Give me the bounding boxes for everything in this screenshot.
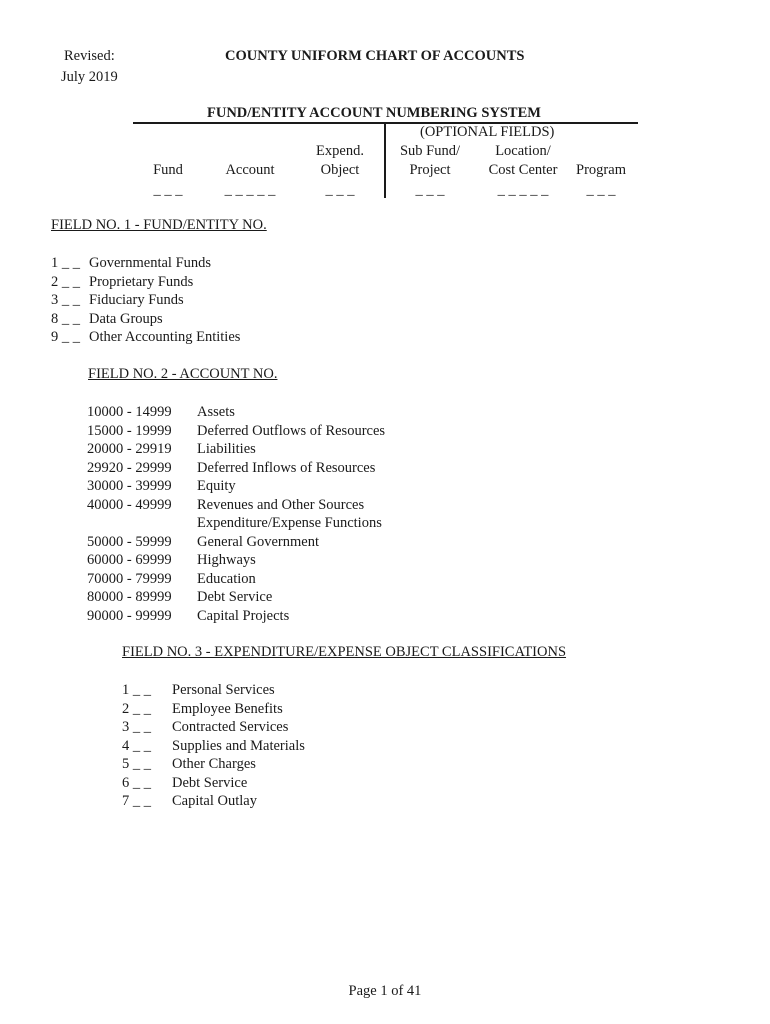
column-subfund-blank: _ _ _ bbox=[415, 182, 445, 198]
list-item bbox=[122, 755, 256, 774]
item-label: Assets bbox=[197, 404, 235, 420]
item-label: Governmental Funds bbox=[89, 255, 212, 271]
list-item bbox=[51, 291, 184, 310]
item-label: Debt Service bbox=[197, 589, 273, 605]
list-item bbox=[87, 551, 256, 570]
optional-divider bbox=[384, 123, 386, 198]
item-label: Capital Outlay bbox=[172, 793, 257, 809]
item-range: 10000 - 14999 bbox=[87, 404, 172, 420]
list-item bbox=[122, 774, 247, 793]
item-label: Employee Benefits bbox=[172, 700, 283, 717]
item-code: 7 _ _ bbox=[122, 793, 151, 809]
item-label: Equity bbox=[197, 478, 236, 494]
column-expend-label-2: Object bbox=[320, 162, 360, 178]
item-code: 3 _ _ bbox=[122, 719, 151, 735]
item-label: Revenues and Other Sources bbox=[197, 496, 365, 513]
column-subfund-label-2: Project bbox=[409, 162, 451, 178]
item-label: Expenditure/Expense Functions bbox=[197, 515, 382, 531]
list-item bbox=[87, 570, 256, 589]
list-item bbox=[87, 588, 272, 607]
optional-fields-label: (OPTIONAL FIELDS) bbox=[420, 124, 555, 140]
column-fund-label: Fund bbox=[153, 162, 183, 178]
list-item bbox=[122, 718, 288, 737]
column-location-label-1: Location/ bbox=[495, 143, 551, 159]
list-item bbox=[51, 310, 163, 329]
list-item bbox=[122, 681, 275, 700]
column-expend-label-1: Expend. bbox=[316, 143, 364, 159]
item-code: 1 _ _ bbox=[122, 682, 151, 698]
item-range: 70000 - 79999 bbox=[87, 570, 172, 587]
field2-heading: FIELD NO. 2 - ACCOUNT NO. bbox=[88, 366, 278, 382]
item-range: 15000 - 19999 bbox=[87, 422, 172, 439]
header-rule bbox=[133, 122, 638, 124]
page-number: Page 1 of 41 bbox=[348, 983, 422, 999]
item-code: 9 _ _ bbox=[51, 329, 80, 345]
field3-heading: FIELD NO. 3 - EXPENDITURE/EXPENSE OBJECT CLASSIFICATIONS bbox=[122, 644, 567, 660]
column-fund-blank: _ _ _ bbox=[153, 182, 183, 198]
item-range: 60000 - 69999 bbox=[87, 552, 172, 568]
item-range: 50000 - 59999 bbox=[87, 533, 172, 550]
item-code: 3 _ _ bbox=[51, 292, 80, 308]
item-label: Contracted Services bbox=[172, 719, 289, 735]
list-item bbox=[87, 422, 385, 441]
item-label: Fiduciary Funds bbox=[89, 292, 184, 308]
column-subfund-label-1: Sub Fund/ bbox=[399, 143, 461, 159]
item-range: 80000 - 89999 bbox=[87, 589, 172, 605]
list-item bbox=[87, 477, 236, 496]
list-item bbox=[87, 533, 319, 552]
item-label: Data Groups bbox=[89, 310, 163, 327]
list-item bbox=[87, 514, 382, 533]
column-account-label: Account bbox=[225, 162, 275, 178]
list-item bbox=[122, 792, 257, 811]
revised-date: July 2019 bbox=[61, 69, 118, 85]
item-range: 29920 - 29999 bbox=[87, 459, 172, 476]
item-code: 8 _ _ bbox=[51, 310, 80, 327]
column-account-blank: _ _ _ _ _ bbox=[224, 182, 276, 198]
item-label: Debt Service bbox=[172, 774, 248, 791]
field1-heading: FIELD NO. 1 - FUND/ENTITY NO. bbox=[51, 217, 267, 233]
item-label: Deferred Outflows of Resources bbox=[197, 422, 386, 439]
item-label: Personal Services bbox=[172, 682, 275, 698]
item-label: Other Charges bbox=[172, 756, 256, 772]
list-item bbox=[51, 254, 211, 273]
item-label: General Government bbox=[197, 533, 319, 550]
item-label: Capital Projects bbox=[197, 607, 290, 624]
list-item bbox=[51, 328, 240, 347]
item-code: 1 _ _ bbox=[51, 255, 80, 271]
column-program-label: Program bbox=[576, 162, 626, 178]
list-item bbox=[51, 273, 193, 292]
item-range: 90000 - 99999 bbox=[87, 607, 172, 624]
column-location-label-2: Cost Center bbox=[488, 162, 558, 178]
item-range: 20000 - 29919 bbox=[87, 441, 172, 457]
item-label: Proprietary Funds bbox=[89, 273, 194, 290]
item-code: 6 _ _ bbox=[122, 774, 151, 791]
list-item bbox=[87, 607, 289, 626]
list-item bbox=[87, 459, 375, 478]
list-item bbox=[122, 737, 305, 756]
column-location-blank: _ _ _ _ _ bbox=[497, 182, 549, 198]
revised-label: Revised: bbox=[64, 48, 115, 64]
page-title: COUNTY UNIFORM CHART OF ACCOUNTS bbox=[225, 48, 525, 64]
item-code: 5 _ _ bbox=[122, 756, 151, 772]
list-item bbox=[122, 700, 283, 719]
column-expend-blank: _ _ _ bbox=[325, 182, 355, 198]
item-label: Highways bbox=[197, 552, 256, 568]
item-label: Education bbox=[197, 570, 256, 587]
item-code: 4 _ _ bbox=[122, 737, 151, 754]
item-range: 30000 - 39999 bbox=[87, 478, 172, 494]
numbering-system-title: FUND/ENTITY ACCOUNT NUMBERING SYSTEM bbox=[207, 105, 541, 121]
list-item bbox=[87, 496, 364, 515]
item-code: 2 _ _ bbox=[122, 700, 151, 717]
item-range: 40000 - 49999 bbox=[87, 496, 172, 513]
column-program-blank: _ _ _ bbox=[586, 182, 616, 198]
list-item bbox=[87, 403, 235, 422]
item-code: 2 _ _ bbox=[51, 273, 80, 290]
item-label: Supplies and Materials bbox=[172, 737, 305, 754]
list-item bbox=[87, 440, 256, 459]
item-label: Liabilities bbox=[197, 441, 256, 457]
item-label: Deferred Inflows of Resources bbox=[197, 459, 376, 476]
item-label: Other Accounting Entities bbox=[89, 329, 241, 345]
